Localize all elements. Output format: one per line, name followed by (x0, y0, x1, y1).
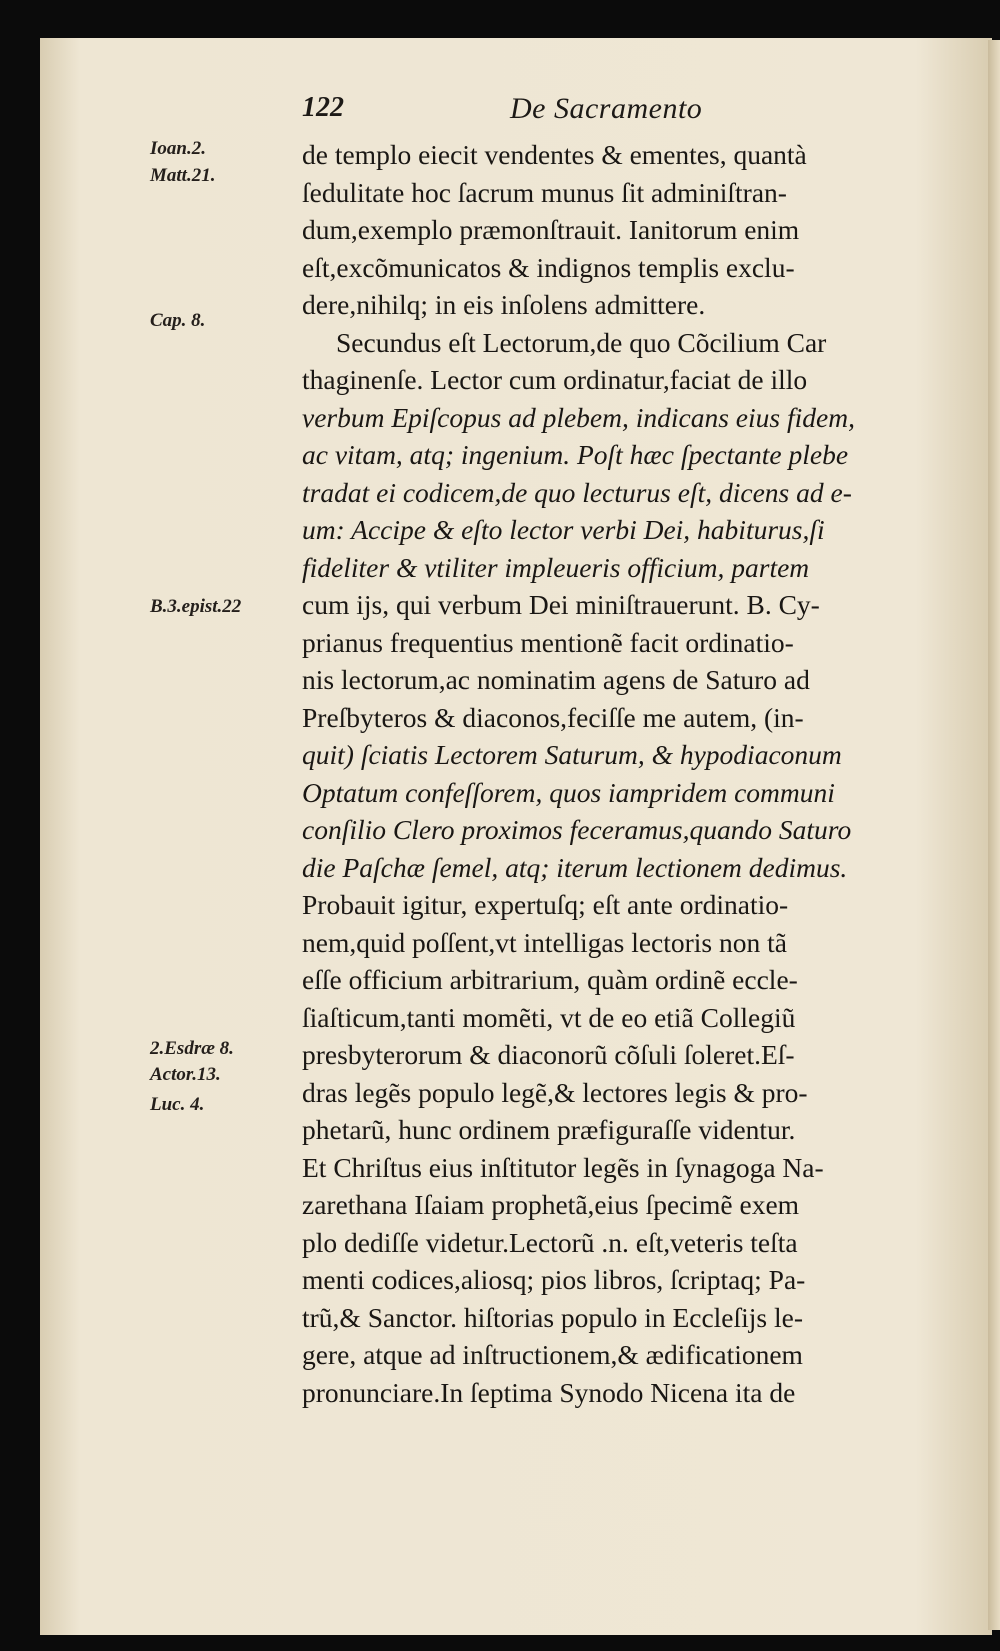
text-line: die Paſchæ ſemel, atq; iterum lectionem dedimus. (302, 851, 848, 883)
text-line: fideliter & vtiliter impleueris officium, partem (302, 551, 810, 583)
text-line: nem,quid poſſent,vt intelligas lectoris non tã (302, 926, 787, 958)
text-line: quit) ſciatis Lectorem Saturum, & hypodiaconum (302, 739, 842, 770)
text-line: ac vitam, atq; ingenium. Poſt hæc ſpectante plebe (302, 439, 849, 470)
text-line: plo dediſſe videtur.Lectorũ .n. eſt,veteris teſta (302, 1226, 798, 1258)
margin-note: Cap. 8. (150, 310, 206, 331)
text-line: prianus frequentius mentionẽ facit ordinatio- (302, 626, 794, 658)
text-line: eſſe officium arbitrarium, quàm ordinẽ eccle- (302, 964, 798, 995)
margin-note: Ioan.2. (150, 138, 206, 159)
text-line: ſiaſticum,tanti momẽti, vt de eo etiã Collegiũ (302, 1001, 796, 1033)
text-line: tradat ei codicem,de quo lecturus eſt, dicens ad e- (302, 476, 852, 508)
text-line: Secundus eſt Lectorum,de quo Cõcilium Car (336, 326, 827, 358)
text-line: thaginenſe. Lector cum ordinatur,faciat de illo (302, 364, 808, 395)
text-line: dere,nihilq; in eis inſolens admittere. (302, 289, 706, 320)
text-line: trũ,& Sanctor. hiſtorias populo in Eccleſijs le- (302, 1301, 804, 1333)
running-title: De Sacramento (510, 92, 703, 125)
text-line: cum ijs, qui verbum Dei miniſtrauerunt. B. Cy- (302, 589, 820, 620)
text-line: eſt,excõmunicatos & indignos templis exclu- (302, 251, 795, 283)
margin-note: Luc. 4. (150, 1094, 205, 1115)
text-line: dum,exemplo præmonſtrauit. Ianitorum enim (302, 214, 800, 245)
text-line: gere, atque ad inſtructionem,& ædificationem (302, 1339, 803, 1370)
text-line: de templo eiecit vendentes & ementes, quantà (302, 139, 807, 170)
text-line: dras legẽs populo legẽ,& lectores legis & pro- (302, 1076, 808, 1108)
text-line: Probauit igitur, expertuſq; eſt ante ordinatio- (302, 889, 789, 920)
text-line: menti codices,aliosq; pios libros, ſcriptaq; Pa- (302, 1264, 806, 1295)
text-line: Preſbyteros & diaconos,feciſſe me autem, (in- (302, 701, 804, 733)
margin-note: B.3.epist.22 (150, 596, 242, 617)
page-edge (988, 40, 1000, 1630)
text-line: presbyterorum & diaconorũ cõſuli ſoleret.Eſ- (302, 1039, 795, 1070)
text-line: Et Chriſtus eius inſtitutor legẽs in ſynagoga Na- (302, 1151, 824, 1183)
margin-note: Actor.13. (150, 1064, 221, 1085)
margin-note: Matt.21. (150, 165, 216, 186)
page-number: 122 (302, 92, 344, 123)
margin-note: 2.Esdræ 8. (150, 1038, 234, 1059)
text-line: ſedulitate hoc ſacrum munus ſit adminiſtran- (302, 176, 787, 208)
text-line: phetarũ, hunc ordinem præfiguraſſe videntur. (302, 1114, 796, 1145)
body-text (302, 136, 952, 1411)
text-line: nis lectorum,ac nominatim agens de Saturo ad (302, 664, 810, 695)
text-line: pronunciare.In ſeptima Synodo Nicena ita de (302, 1376, 796, 1408)
text-line: um: Accipe & eſto lector verbi Dei, habiturus,ſi (302, 514, 825, 545)
text-line: zarethana Iſaiam prophetã,eius ſpecimẽ exem (302, 1189, 800, 1220)
page-header (300, 92, 940, 132)
text-line: verbum Epiſcopus ad plebem, indicans eius fidem, (302, 401, 855, 433)
text-line: conſilio Clero proximos feceramus,quando Saturo (302, 814, 852, 845)
text-line: Optatum confeſſorem, quos iampridem communi (302, 776, 835, 808)
